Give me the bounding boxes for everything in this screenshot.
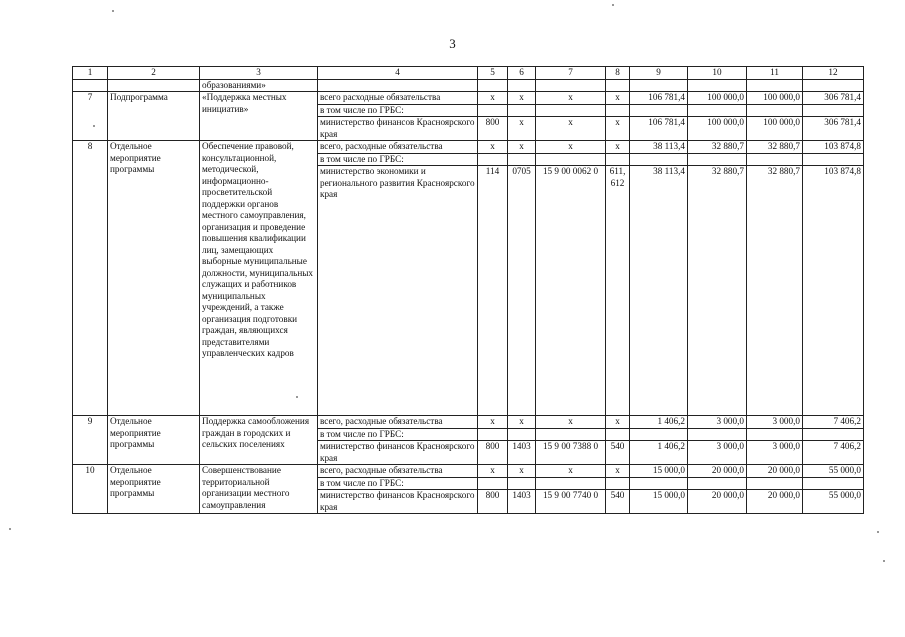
scan-speck — [877, 531, 879, 533]
col-header: 10 — [688, 67, 747, 80]
cell — [688, 428, 747, 441]
cell: 15 9 00 0062 0 — [536, 166, 606, 416]
cell: 100 000,0 — [688, 117, 747, 141]
cell — [478, 104, 508, 117]
cell: Отдельное мероприятие программы — [108, 465, 200, 514]
cell — [630, 477, 688, 490]
cell: 32 880,7 — [688, 166, 747, 416]
cell — [536, 477, 606, 490]
cell: 114 — [478, 166, 508, 416]
scan-speck — [9, 528, 11, 530]
cell — [747, 477, 803, 490]
cell: х — [478, 141, 508, 154]
cell: х — [606, 92, 630, 105]
cell — [606, 477, 630, 490]
cell: 10 — [73, 465, 108, 514]
cell — [747, 104, 803, 117]
cell: х — [536, 92, 606, 105]
continuation-row — [73, 79, 864, 92]
cell: 20 000,0 — [688, 465, 747, 478]
scan-speck — [93, 125, 95, 127]
col-header: 3 — [200, 67, 318, 80]
cell — [630, 153, 688, 166]
cell — [747, 428, 803, 441]
cell: 15 9 00 7388 0 — [536, 441, 606, 465]
cell: всего, расходные обязательства — [318, 416, 478, 429]
cell: министерство финансов Красноярского края — [318, 441, 478, 465]
cell: 306 781,4 — [803, 117, 864, 141]
cell: 100 000,0 — [688, 92, 747, 105]
cell: 1 406,2 — [630, 441, 688, 465]
cell: Отдельное мероприятие программы — [108, 141, 200, 416]
cell — [478, 428, 508, 441]
cell: 800 — [478, 117, 508, 141]
cell: х — [508, 92, 536, 105]
col-header: 4 — [318, 67, 478, 80]
cell: Отдельное мероприятие программы — [108, 416, 200, 465]
cell: 7 406,2 — [803, 441, 864, 465]
cell — [536, 104, 606, 117]
cell: 1403 — [508, 441, 536, 465]
cell — [688, 477, 747, 490]
cell: х — [508, 141, 536, 154]
cell: 1403 — [508, 490, 536, 514]
table-row — [73, 92, 864, 105]
col-header: 8 — [606, 67, 630, 80]
cell — [606, 104, 630, 117]
cell — [606, 79, 630, 92]
scan-speck — [296, 396, 298, 398]
cell: 15 000,0 — [630, 490, 688, 514]
cell: 540 — [606, 441, 630, 465]
cell: 32 880,7 — [747, 141, 803, 154]
cell: в том числе по ГРБС: — [318, 153, 478, 166]
cell — [508, 104, 536, 117]
cell: 38 113,4 — [630, 141, 688, 154]
cell: 103 874,8 — [803, 166, 864, 416]
cell: 611, 612 — [606, 166, 630, 416]
cell: 3 000,0 — [747, 416, 803, 429]
cell: 800 — [478, 441, 508, 465]
cell: 20 000,0 — [688, 490, 747, 514]
col-header: 7 — [536, 67, 606, 80]
cell: 7 406,2 — [803, 416, 864, 429]
scan-speck — [883, 560, 885, 562]
cell — [536, 79, 606, 92]
cell: 100 000,0 — [747, 92, 803, 105]
cell — [606, 153, 630, 166]
cell: 800 — [478, 490, 508, 514]
col-header: 11 — [747, 67, 803, 80]
cell — [630, 428, 688, 441]
col-header: 1 — [73, 67, 108, 80]
cell: Обеспечение правовой, консультационной, методической, информационно-просветительской поддержки органов местного самоуправления, организация и проведение повышения квалификации лиц, замещающих выборные муниципальные должности, муниципальных служащих и работников муниципальных учреждений, а также организация подготовки граждан, являющихся представителями управленческих кадров — [200, 141, 318, 416]
cell — [803, 79, 864, 92]
cell: 0705 — [508, 166, 536, 416]
table-row — [73, 416, 864, 429]
cell: х — [508, 465, 536, 478]
cell: 1 406,2 — [630, 416, 688, 429]
cell: х — [508, 416, 536, 429]
cell — [508, 477, 536, 490]
header-row — [73, 67, 864, 80]
cell: 32 880,7 — [747, 166, 803, 416]
cell: х — [508, 117, 536, 141]
cell: 55 000,0 — [803, 490, 864, 514]
cell — [630, 79, 688, 92]
cell: Поддержка самообложения граждан в городских и сельских поселениях — [200, 416, 318, 465]
cell: х — [478, 465, 508, 478]
cell — [630, 104, 688, 117]
cell: х — [536, 117, 606, 141]
cell: 103 874,8 — [803, 141, 864, 154]
cell — [508, 153, 536, 166]
cell: в том числе по ГРБС: — [318, 477, 478, 490]
cell: министерство финансов Красноярского края — [318, 117, 478, 141]
cell: всего расходные обязательства — [318, 92, 478, 105]
cell — [508, 79, 536, 92]
col-header: 6 — [508, 67, 536, 80]
cell — [688, 79, 747, 92]
cell: 100 000,0 — [747, 117, 803, 141]
cell — [108, 79, 200, 92]
cell — [803, 104, 864, 117]
cell: 20 000,0 — [747, 490, 803, 514]
cell — [747, 79, 803, 92]
cell: х — [536, 416, 606, 429]
cell: 540 — [606, 490, 630, 514]
cell — [73, 79, 108, 92]
cell: Подпрограмма — [108, 92, 200, 141]
cell — [478, 477, 508, 490]
col-header: 9 — [630, 67, 688, 80]
cell: х — [606, 416, 630, 429]
cell: 38 113,4 — [630, 166, 688, 416]
cell: всего, расходные обязательства — [318, 141, 478, 154]
cell — [606, 428, 630, 441]
cell — [508, 428, 536, 441]
cell: Совершенствование территориальной организации местного самоуправления — [200, 465, 318, 514]
col-header: 5 — [478, 67, 508, 80]
cell: 106 781,4 — [630, 92, 688, 105]
page-number: 3 — [449, 36, 456, 51]
cell: всего, расходные обязательства — [318, 465, 478, 478]
cell — [536, 153, 606, 166]
cell: министерство финансов Красноярского края — [318, 490, 478, 514]
cell: х — [536, 141, 606, 154]
cell: 55 000,0 — [803, 465, 864, 478]
cell: 3 000,0 — [688, 416, 747, 429]
col-header: 12 — [803, 67, 864, 80]
cell: 15 9 00 7740 0 — [536, 490, 606, 514]
cell — [478, 79, 508, 92]
cell — [803, 477, 864, 490]
cell: 15 000,0 — [630, 465, 688, 478]
cell: 32 880,7 — [688, 141, 747, 154]
cell: 306 781,4 — [803, 92, 864, 105]
cell: в том числе по ГРБС: — [318, 104, 478, 117]
cell: «Поддержка местных инициатив» — [200, 92, 318, 141]
cell — [688, 104, 747, 117]
cell: х — [606, 465, 630, 478]
cell: министерство экономики и регионального развития Красноярского края — [318, 166, 478, 416]
scan-speck — [612, 4, 614, 6]
cell: 3 000,0 — [747, 441, 803, 465]
cell: 3 000,0 — [688, 441, 747, 465]
table-row — [73, 465, 864, 478]
cell: образованиями» — [200, 79, 318, 92]
cell: 106 781,4 — [630, 117, 688, 141]
cell: х — [606, 117, 630, 141]
table-row — [73, 141, 864, 154]
cell — [747, 153, 803, 166]
cell: 8 — [73, 141, 108, 416]
cell — [318, 79, 478, 92]
cell: 9 — [73, 416, 108, 465]
cell: х — [536, 465, 606, 478]
cell — [536, 428, 606, 441]
cell — [478, 153, 508, 166]
cell — [803, 428, 864, 441]
budget-table — [72, 66, 864, 514]
cell: х — [606, 141, 630, 154]
cell: в том числе по ГРБС: — [318, 428, 478, 441]
cell: х — [478, 92, 508, 105]
cell: 20 000,0 — [747, 465, 803, 478]
scan-speck — [112, 10, 114, 12]
col-header: 2 — [108, 67, 200, 80]
cell: 7 — [73, 92, 108, 141]
cell — [688, 153, 747, 166]
cell — [803, 153, 864, 166]
cell: х — [478, 416, 508, 429]
